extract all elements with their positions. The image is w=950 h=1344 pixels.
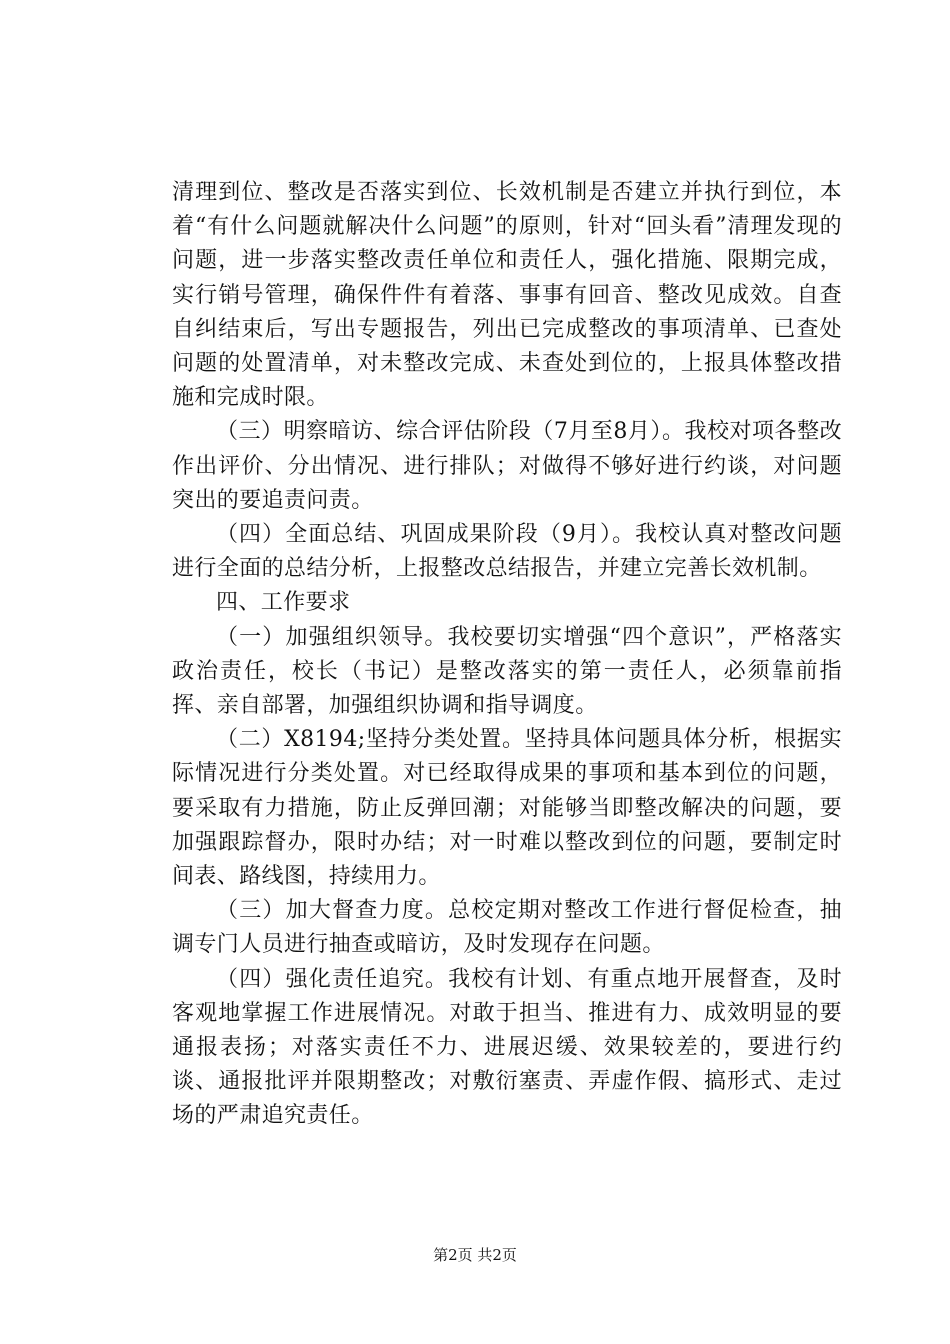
page-footer: 第2页 共2页 (433, 1246, 517, 1264)
paragraph-requirement-one: （一）加强组织领导。我校要切实增强“四个意识”，严格落实政治责任，校长（书记）是整改落实的第一责任人，必须靠前指挥、亲自部署，加强组织协调和指导调度。 (172, 624, 842, 719)
document-body (172, 176, 842, 1134)
paragraph-stage-four: （四）全面总结、巩固成果阶段（9月）。我校认真对整改问题进行全面的总结分析，上报整改总结报告，并建立完善长效机制。 (172, 522, 842, 582)
paragraph-requirement-two: （二）X8194;坚持分类处置。坚持具体问题具体分析，根据实际情况进行分类处置。对已经取得成果的事项和基本到位的问题，要采取有力措施，防止反弹回潮；对能够当即整改解决的问题，要加强跟踪督办，限时办结；对一时难以整改到位的问题，要制定时间表、路线图，持续用力。 (172, 727, 842, 890)
paragraph-continuation: 清理到位、整改是否落实到位、长效机制是否建立并执行到位，本着“有什么问题就解决什么问题”的原则，针对“回头看”清理发现的问题，进一步落实整改责任单位和责任人，强化措施、限期完成，实行销号管理，确保件件有着落、事事有回音、整改见成效。自查自纠结束后，写出专题报告，列出已完成整改的事项清单、已查处问题的处置清单，对未整改完成、未查处到位的，上报具体整改措施和完成时限。 (172, 180, 842, 411)
paragraph-requirement-four: （四）强化责任追究。我校有计划、有重点地开展督查，及时客观地掌握工作进展情况。对敢于担当、推进有力、成效明显的要通报表扬；对落实责任不力、进展迟缓、效果较差的，要进行约谈、通报批评并限期整改；对敷衍塞责、弄虚作假、搞形式、走过场的严肃追究责任。 (172, 966, 842, 1129)
paragraph-requirement-three: （三）加大督查力度。总校定期对整改工作进行督促检查，抽调专门人员进行抽查或暗访，及时发现存在问题。 (172, 898, 842, 958)
paragraph-stage-three: （三）明察暗访、综合评估阶段（7月至8月）。我校对项各整改作出评价、分出情况、进行排队；对做得不够好进行约谈，对问题突出的要追责问责。 (172, 419, 842, 513)
section-heading-requirements: 四、工作要求 (216, 590, 351, 616)
